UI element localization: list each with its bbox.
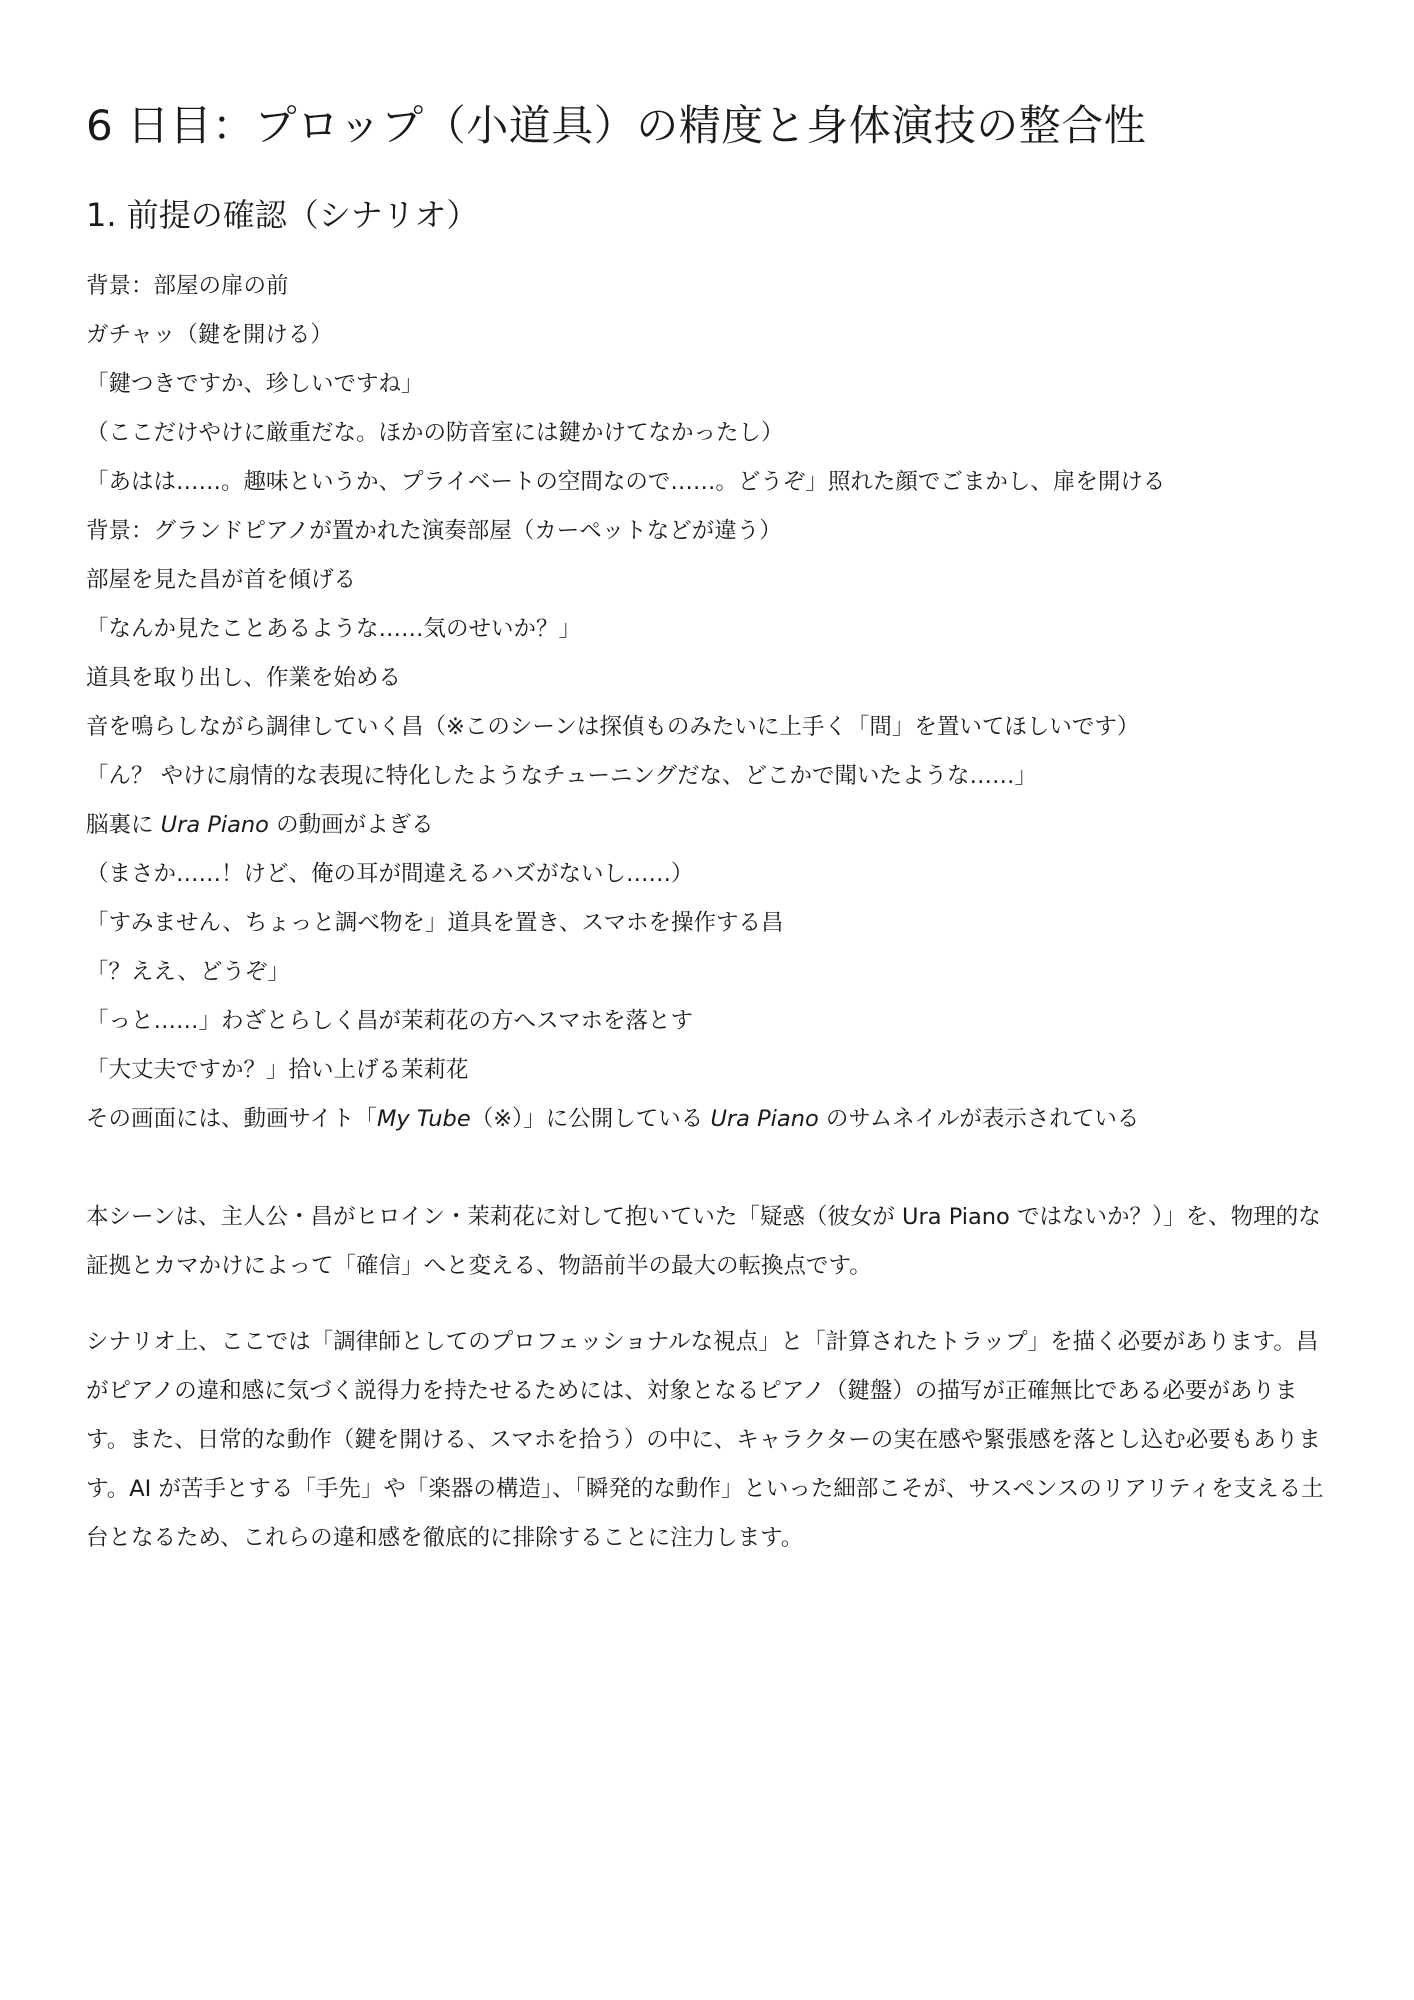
- script-line: 「大丈夫ですか？」拾い上げる茉莉花: [86, 1057, 469, 1083]
- script-line: 部屋を見た昌が首を傾げる: [86, 567, 357, 593]
- script-line: 「？ええ、どうぞ」: [86, 959, 290, 985]
- script-line: 「ん？ やけに扇情的な表現に特化したようなチューニングだな、どこかで聞いたような……」: [86, 763, 1038, 789]
- script-line: 「なんか見たことあるような……気のせいか？」: [86, 616, 582, 642]
- script-text: 脳裏に: [86, 812, 161, 838]
- script-line: 「鍵つきですか、珍しいですね」: [86, 371, 424, 397]
- script-line: （ここだけやけに厳重だな。ほかの防音室には鍵かけてなかったし）: [86, 420, 784, 446]
- body-paragraph: シナリオ上、ここでは「調律師としてのプロフェッショナルな視点」と「計算されたトラップ」を描く必要があります。昌がピアノの違和感に気づく説得力を持たせるためには、対象となるピアノ（鍵盤）の描写が正確無比である必要があります。また、日常的な動作（鍵を開ける、スマホを拾う）の中に、キャラクターの実在感や緊張感を落とし込む必要もあります。AI が苦手とする「手先」や「楽器の構造」、「瞬発的な動作」といった細部こそが、サスペンスのリアリティを支える土台となるため、これらの違和感を徹底的に排除することに注力します。: [86, 1329, 1324, 1551]
- script-italic-text: Ura Piano: [160, 812, 269, 838]
- script-line: 背景：部屋の扉の前: [86, 273, 289, 299]
- script-italic-text: Ura Piano: [710, 1106, 819, 1132]
- script-line: ガチャッ（鍵を開ける）: [86, 322, 333, 348]
- script-line: 道具を取り出し、作業を始める: [86, 665, 402, 691]
- script-line: 「あはは……。趣味というか、プライベートの空間なので……。どうぞ」照れた顔でごまかし、扉を開ける: [86, 469, 1166, 495]
- script-line: （まさか……！けど、俺の耳が間違えるハズがないし……）: [86, 861, 694, 887]
- script-line: 「すみません、ちょっと調べ物を」道具を置き、スマホを操作する昌: [86, 910, 784, 936]
- script-text: の動画がよぎる: [268, 812, 434, 838]
- script-line: 「っと……」わざとらしく昌が茉莉花の方へスマホを落とす: [86, 1008, 694, 1034]
- scenario-script: [86, 262, 1165, 1144]
- page-title: 6 日目：プロップ（小道具）の精度と身体演技の整合性: [86, 101, 1147, 150]
- script-text: （※）」に公開している: [470, 1106, 711, 1132]
- script-line: [86, 1095, 1165, 1144]
- script-text: その画面には、動画サイト「: [86, 1106, 377, 1132]
- script-line: [86, 801, 1165, 850]
- script-line: 背景：グランドピアノが置かれた演奏部屋（カーペットなどが違う）: [86, 518, 782, 544]
- script-line: 音を鳴らしながら調律していく昌（※このシーンは探偵ものみたいに上手く「間」を置いてほしいです）: [86, 714, 1140, 740]
- body-paragraph: 本シーンは、主人公・昌がヒロイン・茉莉花に対して抱いていた「疑惑（彼女が Ura Piano ではないか？）」を、物理的な証拠とカマかけによって「確信」へと変える、物語前半の最大の転換点です。: [86, 1204, 1321, 1279]
- script-italic-text: My Tube: [376, 1106, 471, 1132]
- section-heading: 1. 前提の確認（シナリオ）: [86, 196, 479, 234]
- script-text: のサムネイルが表示されている: [818, 1106, 1140, 1132]
